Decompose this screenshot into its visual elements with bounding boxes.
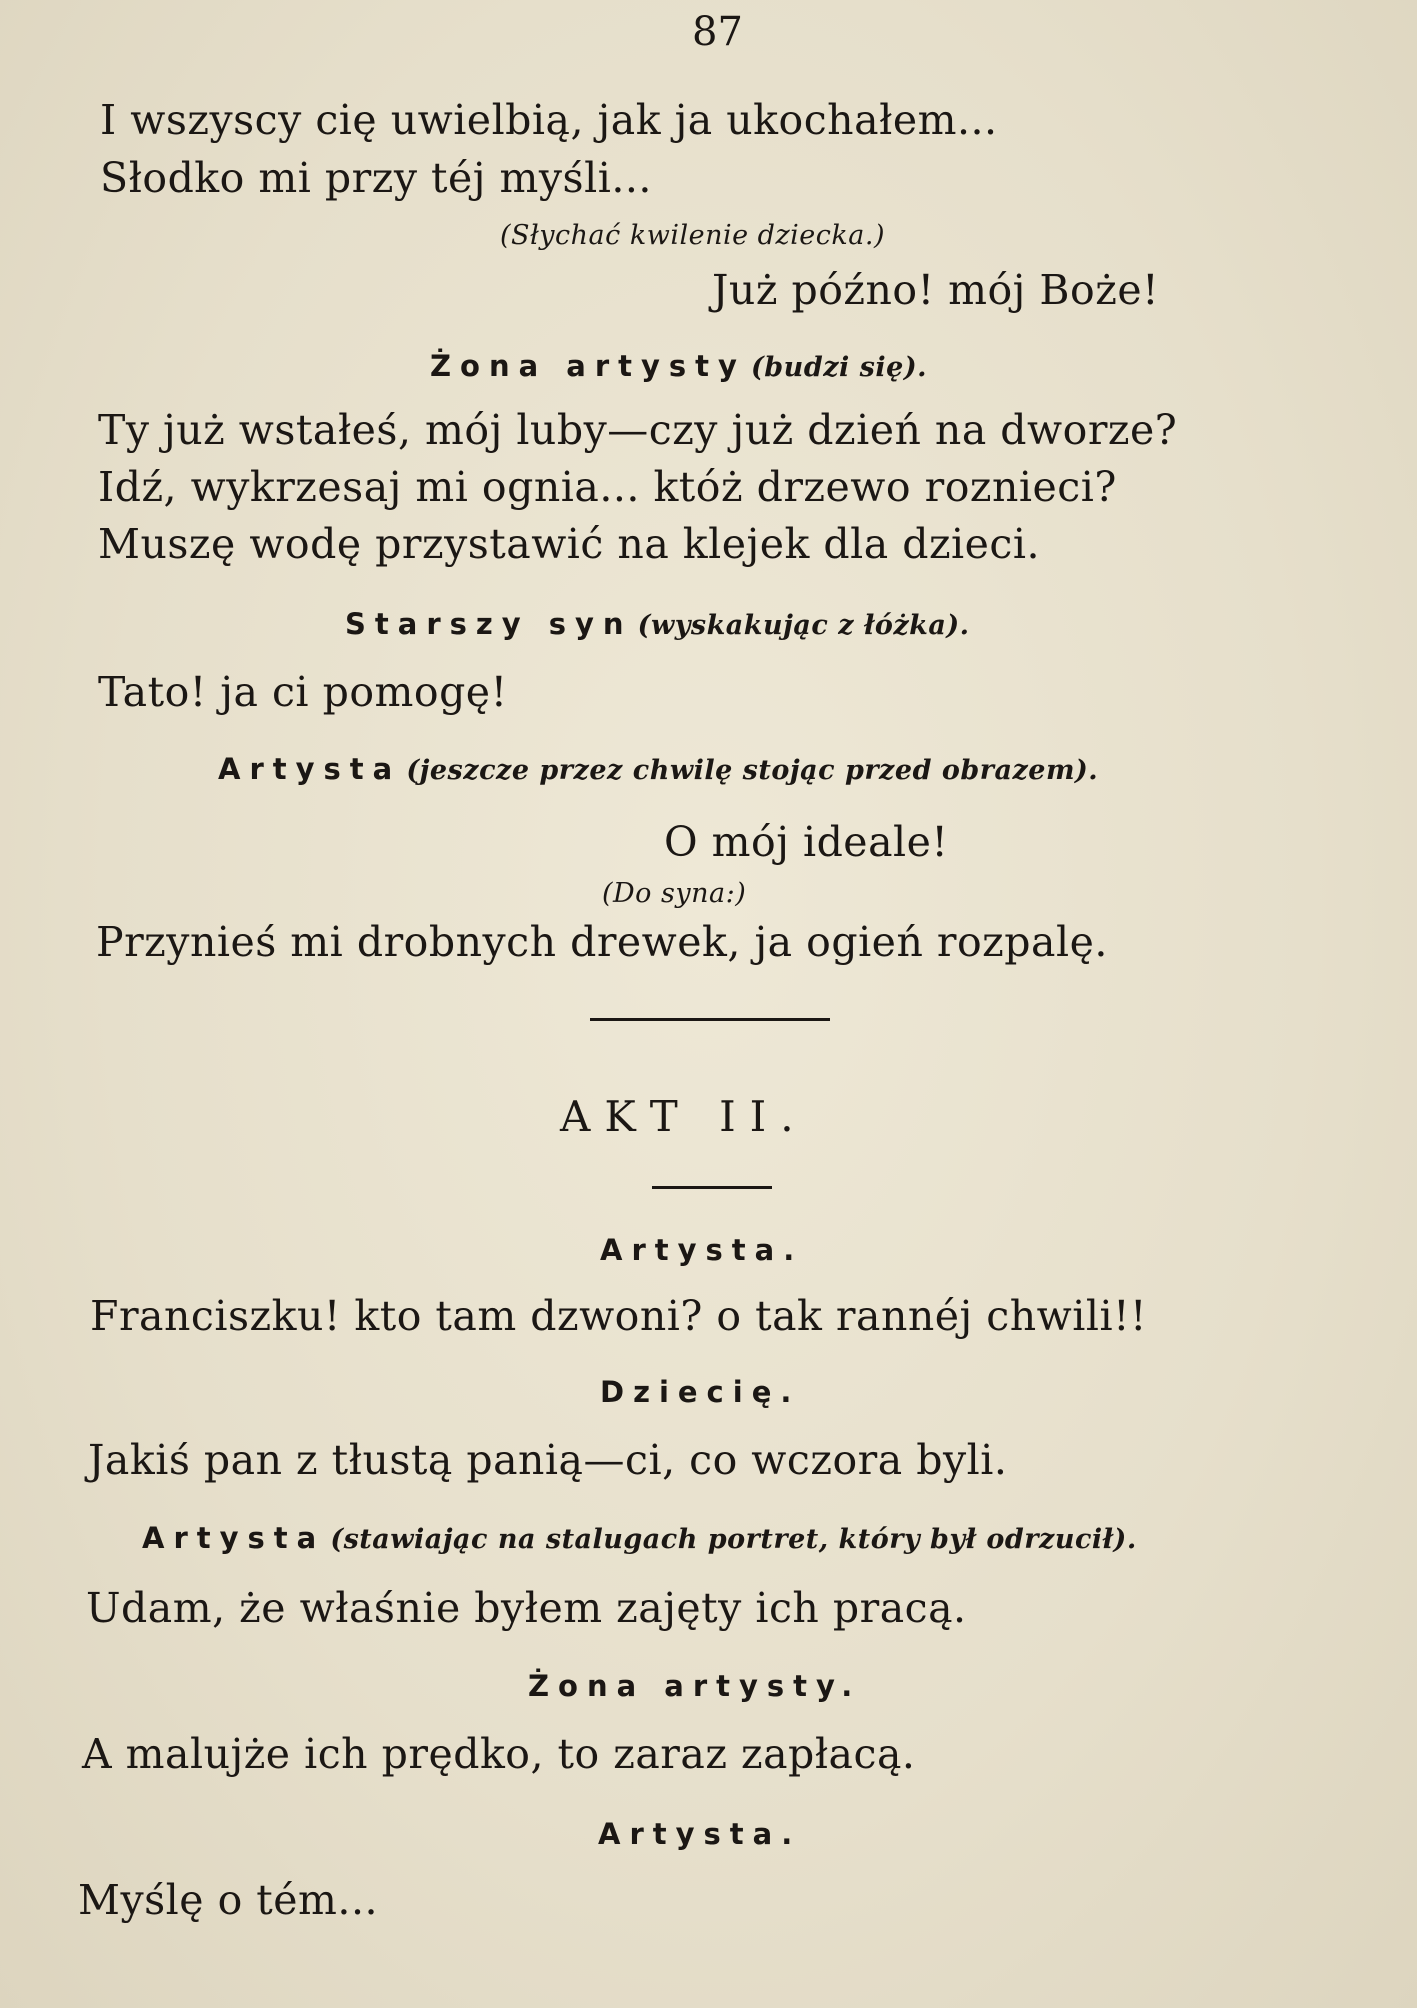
verse-line: Muszę wodę przystawić na klejek dla dzieci. [98,520,1041,568]
speaker-name: Żona artysty. [528,1669,862,1703]
section-rule [652,1186,772,1189]
speaker-name: Artysta [142,1521,326,1555]
verse-line: Ty już wstałeś, mój luby—czy już dzień na dworze? [98,406,1178,454]
verse-line: O mój ideale! [664,818,949,866]
verse-line: Przynieś mi drobnych drewek, ja ogień rozpalę. [96,918,1108,966]
speaker-name: Starszy syn [345,607,633,641]
verse-line: Udam, że właśnie byłem zajęty ich pracą. [86,1584,967,1632]
stage-direction: (Słychać kwilenie dziecka.) [500,220,885,251]
act-heading: AKT II. [560,1092,808,1141]
stage-direction: (stawiając na stalugach portret, który był odrzucił). [330,1524,1137,1555]
speaker-heading [430,349,927,383]
speaker-heading [142,1521,1137,1555]
stage-direction: (wyskakując z łóżka). [637,610,970,641]
stage-direction: (jeszcze przez chwilę stojąc przed obrazem). [406,755,1099,786]
verse-line: Już późno! mój Boże! [712,266,1160,314]
speaker-name: Artysta [218,752,402,786]
verse-line: Idź, wykrzesaj mi ognia... któż drzewo roznieci? [98,463,1117,511]
verse-line: Tato! ja ci pomogę! [98,668,508,716]
page-number: 87 [692,9,743,55]
speaker-name: Artysta. [600,1233,804,1267]
verse-line: I wszyscy cię uwielbią, jak ja ukochałem... [100,96,998,144]
verse-line: A malujże ich prędko, to zaraz zapłacą. [82,1730,916,1778]
verse-line: Jakiś pan z tłustą panią—ci, co wczora byli. [88,1436,1008,1484]
stage-direction: (Do syna:) [602,878,747,909]
stage-direction: (budzi się). [751,352,927,383]
speaker-name: Artysta. [598,1817,802,1851]
verse-line: Myślę o tém... [78,1876,379,1924]
speaker-name: Dziecię. [600,1375,801,1409]
speaker-heading [218,752,1099,786]
section-rule [590,1018,830,1021]
verse-line: Franciszku! kto tam dzwoni? o tak rannéj chwili!! [90,1292,1148,1340]
speaker-heading [345,607,970,641]
verse-line: Słodko mi przy téj myśli... [100,154,652,202]
speaker-name: Żona artysty [430,349,746,383]
